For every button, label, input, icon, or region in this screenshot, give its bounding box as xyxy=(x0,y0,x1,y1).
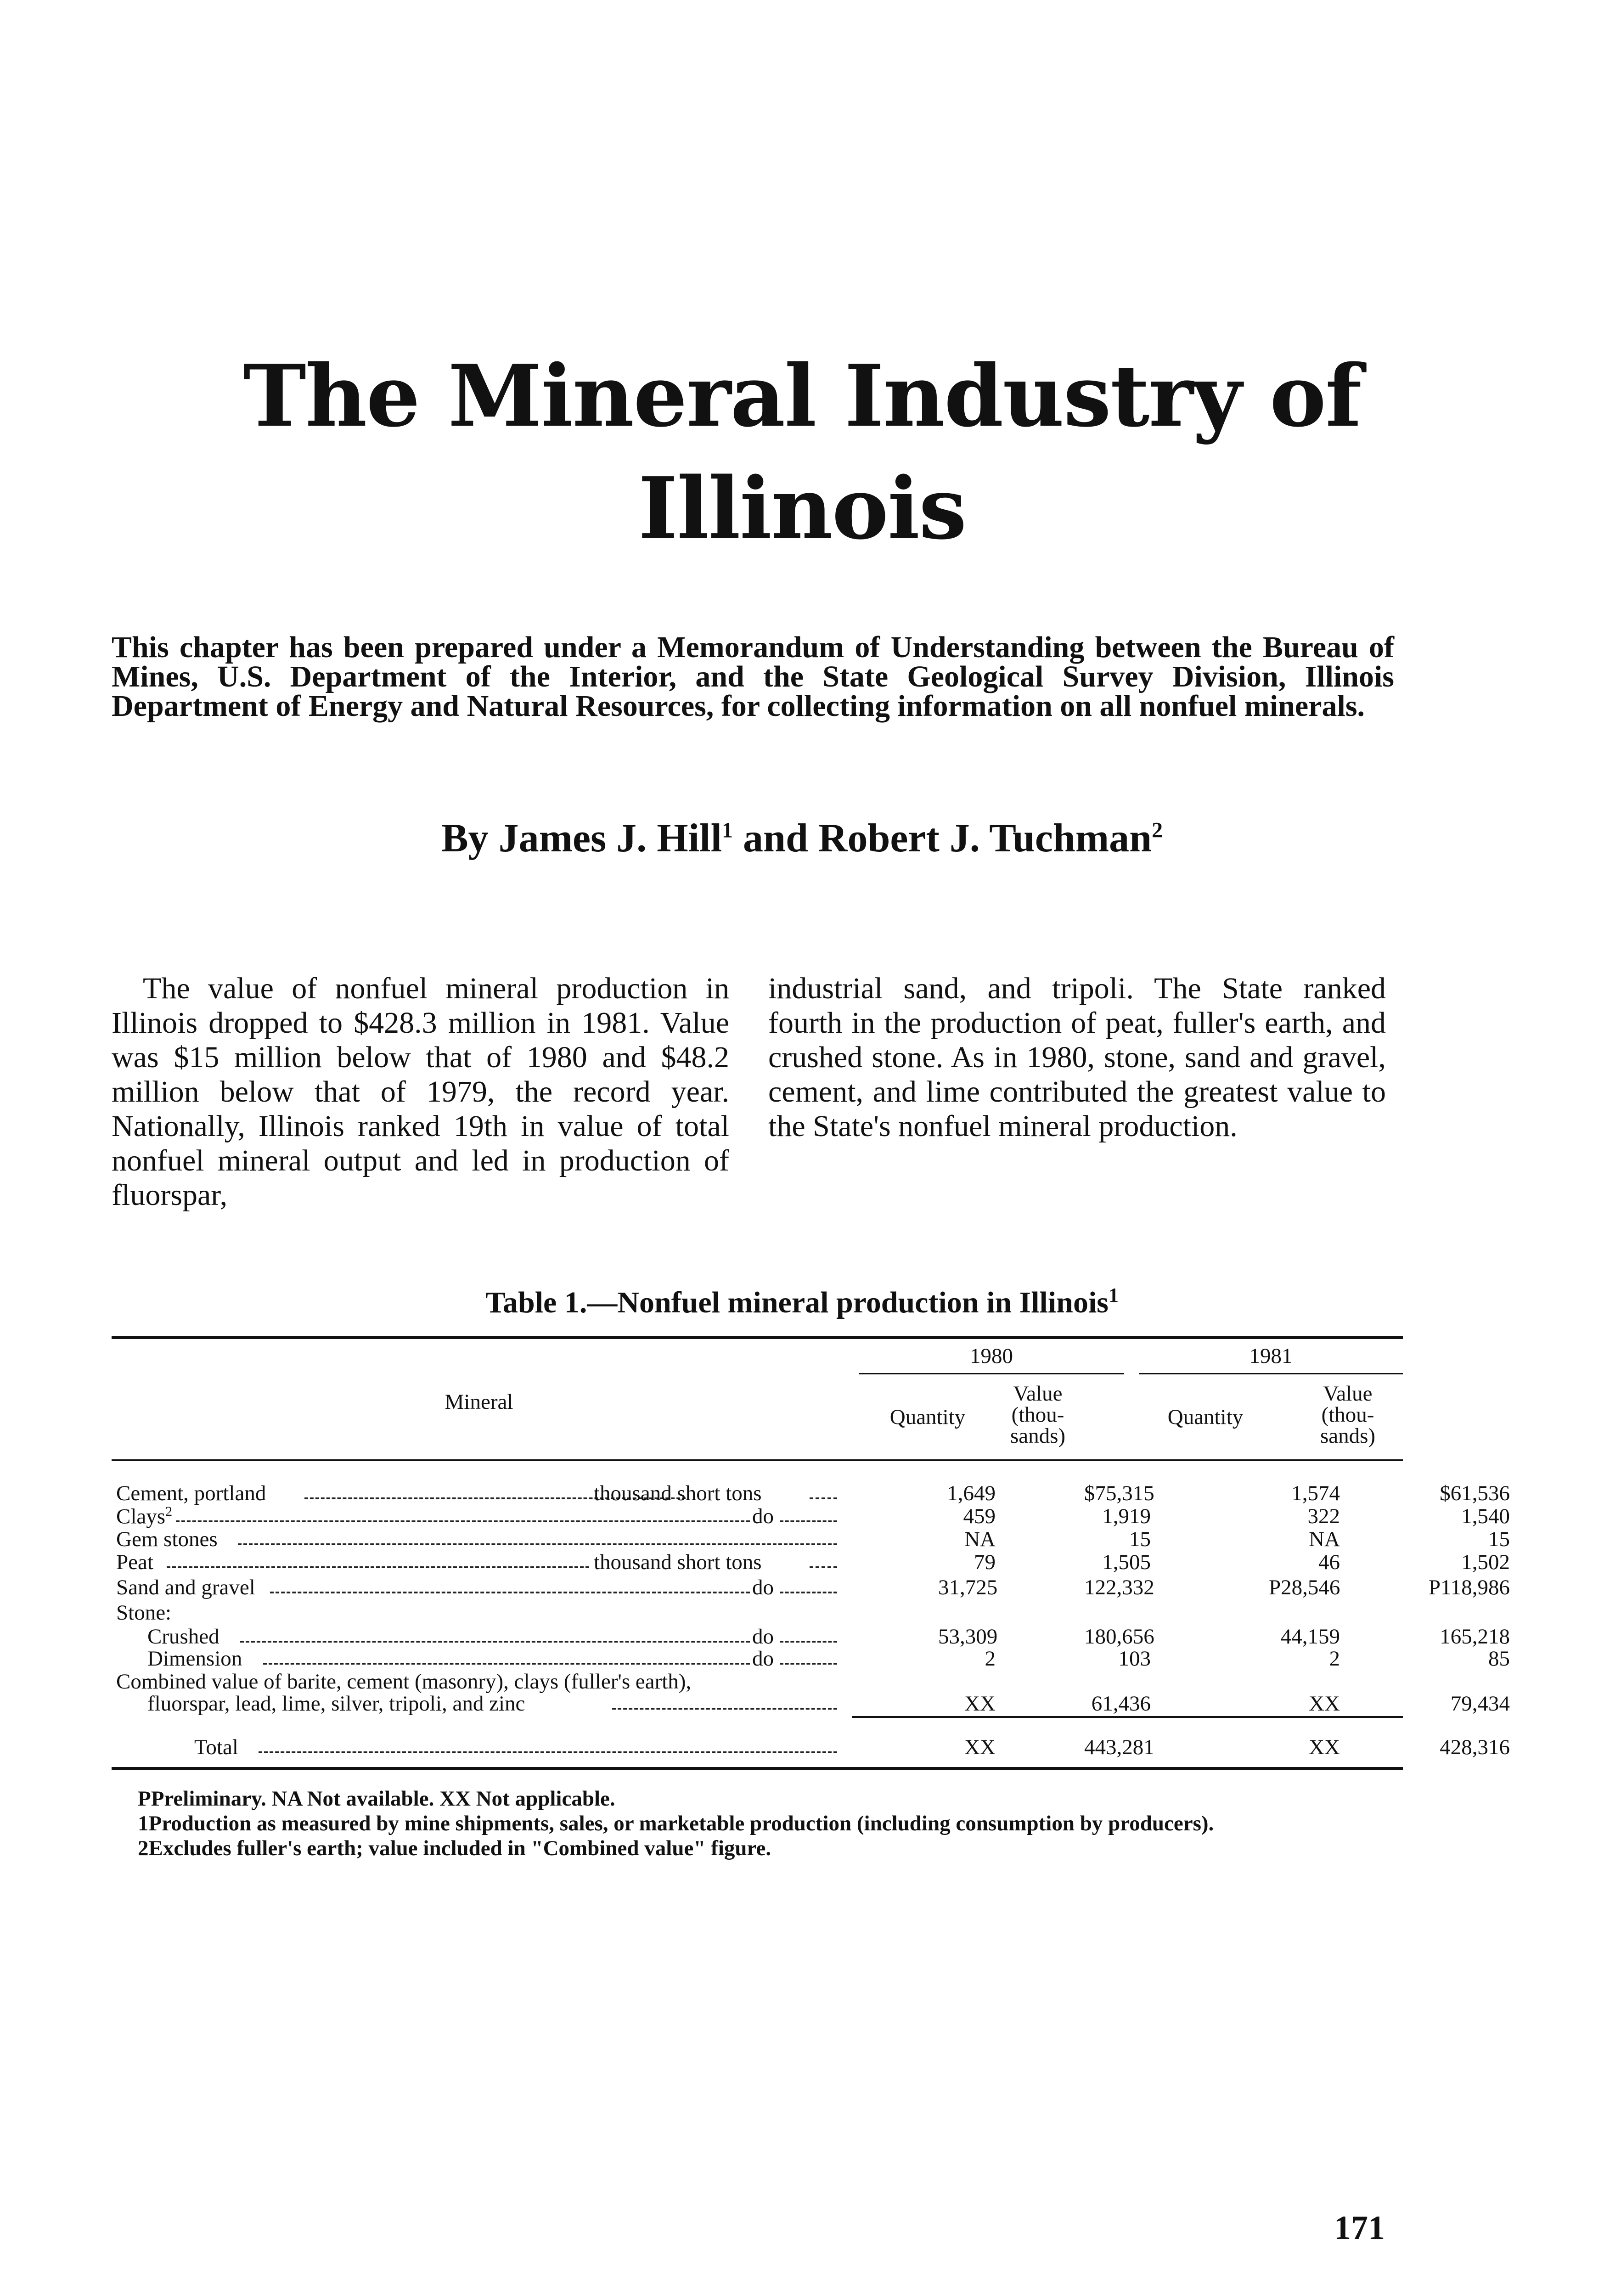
cell-value-1980: 1,919 xyxy=(1102,1504,1151,1528)
row-label: Combined value of barite, cement (masonry), clays (fuller's earth), xyxy=(116,1670,692,1694)
preface-paragraph: This chapter has been prepared under a Memorandum of Understanding between the Bureau of Mines, U.S. Department of the Interior, and the State Geological Survey Division, Illinois Department of Energy and Natural Resources, for collecting information on all nonfuel minerals. xyxy=(112,630,1394,723)
table-row xyxy=(112,1624,1510,1649)
title-line-1: The Mineral Industry of xyxy=(243,346,1361,446)
year-1980-rule xyxy=(859,1373,1124,1374)
column-header-quantity-1981: Quantity xyxy=(1167,1405,1244,1429)
byline-footnote-1: 1 xyxy=(722,818,733,843)
total-top-rule xyxy=(852,1716,1403,1718)
byline-author-1: By James J. Hill xyxy=(441,816,722,861)
table-row xyxy=(112,1575,1510,1599)
leader-dots xyxy=(240,1641,750,1643)
leader-dots xyxy=(612,1708,837,1710)
table-row xyxy=(112,1600,1403,1623)
cell-quantity-1981: XX xyxy=(1309,1692,1340,1716)
column-header-mineral: Mineral xyxy=(445,1390,513,1414)
table-row xyxy=(112,1669,1403,1692)
footnote-preliminary: PPreliminary. NA Not available. XX Not applicable. xyxy=(138,1787,615,1811)
row-unit: do xyxy=(752,1647,774,1671)
table-caption xyxy=(0,1283,1604,1320)
leader-dots xyxy=(259,1751,837,1753)
cell-quantity-1981: NA xyxy=(1309,1527,1340,1551)
cell-value-1981: 15 xyxy=(1488,1527,1510,1551)
byline-footnote-2: 2 xyxy=(1152,818,1163,843)
cell-quantity-1981: P28,546 xyxy=(1269,1576,1340,1599)
body-column-2: industrial sand, and tripoli. The State ranked fourth in the production of peat, fuller's earth, and crushed stone. As in 1980, stone, sand and gravel, cement, and lime contributed the greatest value to the State's nonfuel mineral production. xyxy=(768,972,1386,1143)
header-bottom-rule xyxy=(112,1459,1403,1461)
table-row xyxy=(112,1481,1510,1505)
cell-quantity-1981: 1,574 xyxy=(1291,1481,1340,1505)
cell-quantity-1980: 79 xyxy=(974,1550,996,1574)
byline-author-2: and Robert J. Tuchman xyxy=(733,816,1152,861)
cell-value-1980: 122,332 xyxy=(1084,1576,1154,1599)
table-footnotes xyxy=(138,1786,1214,1861)
column-header-value-1981: Value (thou- sands) xyxy=(1320,1382,1376,1448)
row-label: Stone: xyxy=(116,1601,172,1625)
leader-dots xyxy=(780,1641,837,1643)
cell-value-1980: 61,436 xyxy=(1091,1692,1151,1716)
title-line-2: Illinois xyxy=(638,458,966,558)
table-caption-text: Table 1.—Nonfuel mineral production in Illinois xyxy=(485,1286,1109,1319)
cell-value-1980: 15 xyxy=(1129,1527,1151,1551)
cell-quantity-1980: XX xyxy=(964,1692,996,1716)
total-label: Total xyxy=(194,1735,238,1759)
leader-dots xyxy=(176,1520,750,1522)
leader-dots xyxy=(780,1592,837,1593)
footnote-1: 1Production as measured by mine shipments, sales, or marketable production (including consumption by producers). xyxy=(138,1812,1214,1835)
cell-value-1981: 165,218 xyxy=(1440,1625,1510,1649)
row-unit: thousand short tons xyxy=(594,1550,762,1574)
row-unit: do xyxy=(752,1504,774,1528)
leader-dots xyxy=(270,1592,750,1593)
table-row xyxy=(112,1550,1510,1574)
cell-value-1981: 1,502 xyxy=(1461,1550,1510,1574)
table-row xyxy=(112,1691,1510,1716)
row-unit: thousand short tons xyxy=(594,1481,762,1505)
table-row xyxy=(112,1504,1510,1529)
cell-quantity-1981: 46 xyxy=(1318,1550,1340,1574)
cell-quantity-1980: NA xyxy=(964,1527,996,1551)
column-header-1981: 1981 xyxy=(1249,1344,1293,1368)
cell-value-1981: 79,434 xyxy=(1450,1692,1510,1716)
table-top-rule xyxy=(112,1336,1403,1339)
table-row xyxy=(112,1646,1510,1671)
table-total-row xyxy=(112,1735,1510,1759)
leader-dots xyxy=(238,1543,837,1545)
year-1981-rule xyxy=(1139,1373,1403,1374)
cell-value-1981: P118,986 xyxy=(1428,1576,1510,1599)
row-label: Dimension xyxy=(147,1647,242,1671)
table-caption-footnote: 1 xyxy=(1108,1284,1119,1306)
cell-value-1980: 103 xyxy=(1118,1647,1151,1671)
row-label: Gem stones xyxy=(116,1527,218,1551)
cell-quantity-1981: 44,159 xyxy=(1280,1625,1340,1649)
page-title xyxy=(0,340,1604,565)
cell-quantity-1980: 53,309 xyxy=(938,1625,998,1649)
total-value-1981: 428,316 xyxy=(1440,1735,1510,1759)
body-column-1: The value of nonfuel mineral production in Illinois dropped to $428.3 million in 1981. Value was $15 million below that of 1980 and $48.2 million below that of 1979, the record year. Nationally, Illinois ranked 19th in value of total nonfuel mineral output and led in production of fluorspar, xyxy=(112,972,729,1212)
total-quantity-1981: XX xyxy=(1309,1735,1340,1759)
total-quantity-1980: XX xyxy=(964,1735,996,1759)
cell-value-1981: 85 xyxy=(1488,1647,1510,1671)
cell-value-1980: $75,315 xyxy=(1084,1481,1154,1505)
cell-quantity-1980: 459 xyxy=(963,1504,996,1528)
leader-dots xyxy=(810,1566,837,1568)
column-header-quantity-1980: Quantity xyxy=(889,1405,966,1429)
row-label: fluorspar, lead, lime, silver, tripoli, and zinc xyxy=(147,1692,525,1716)
cell-quantity-1980: 31,725 xyxy=(938,1576,998,1599)
row-label: Clays$^2$ xyxy=(116,1504,173,1529)
cell-value-1980: 1,505 xyxy=(1102,1550,1151,1574)
leader-dots xyxy=(167,1566,589,1568)
column-header-1980: 1980 xyxy=(970,1344,1013,1368)
cell-value-1981: 1,540 xyxy=(1461,1504,1510,1528)
leader-dots xyxy=(780,1663,837,1665)
cell-quantity-1981: 322 xyxy=(1307,1504,1340,1528)
total-value-1980: 443,281 xyxy=(1084,1735,1154,1759)
row-unit: do xyxy=(752,1576,774,1599)
footnote-2: 2Excludes fuller's earth; value included in "Combined value" figure. xyxy=(138,1836,771,1860)
leader-dots xyxy=(810,1497,837,1499)
cell-value-1980: 180,656 xyxy=(1084,1625,1154,1649)
table-row xyxy=(112,1527,1510,1551)
cell-quantity-1981: 2 xyxy=(1329,1647,1340,1671)
row-label: Peat xyxy=(116,1550,153,1574)
page-number: 171 xyxy=(1334,2209,1385,2247)
table-bottom-rule xyxy=(112,1767,1403,1770)
row-label: Cement, portland xyxy=(116,1481,266,1505)
row-label: Sand and gravel xyxy=(116,1576,255,1599)
row-unit: do xyxy=(752,1625,774,1649)
byline xyxy=(0,815,1604,861)
cell-value-1981: $61,536 xyxy=(1440,1481,1510,1505)
leader-dots xyxy=(263,1663,750,1665)
cell-quantity-1980: 2 xyxy=(985,1647,996,1671)
row-label: Crushed xyxy=(147,1625,219,1649)
column-header-value-1980: Value (thou- sands) xyxy=(1010,1382,1066,1448)
cell-quantity-1980: 1,649 xyxy=(947,1481,996,1505)
leader-dots xyxy=(780,1520,837,1522)
